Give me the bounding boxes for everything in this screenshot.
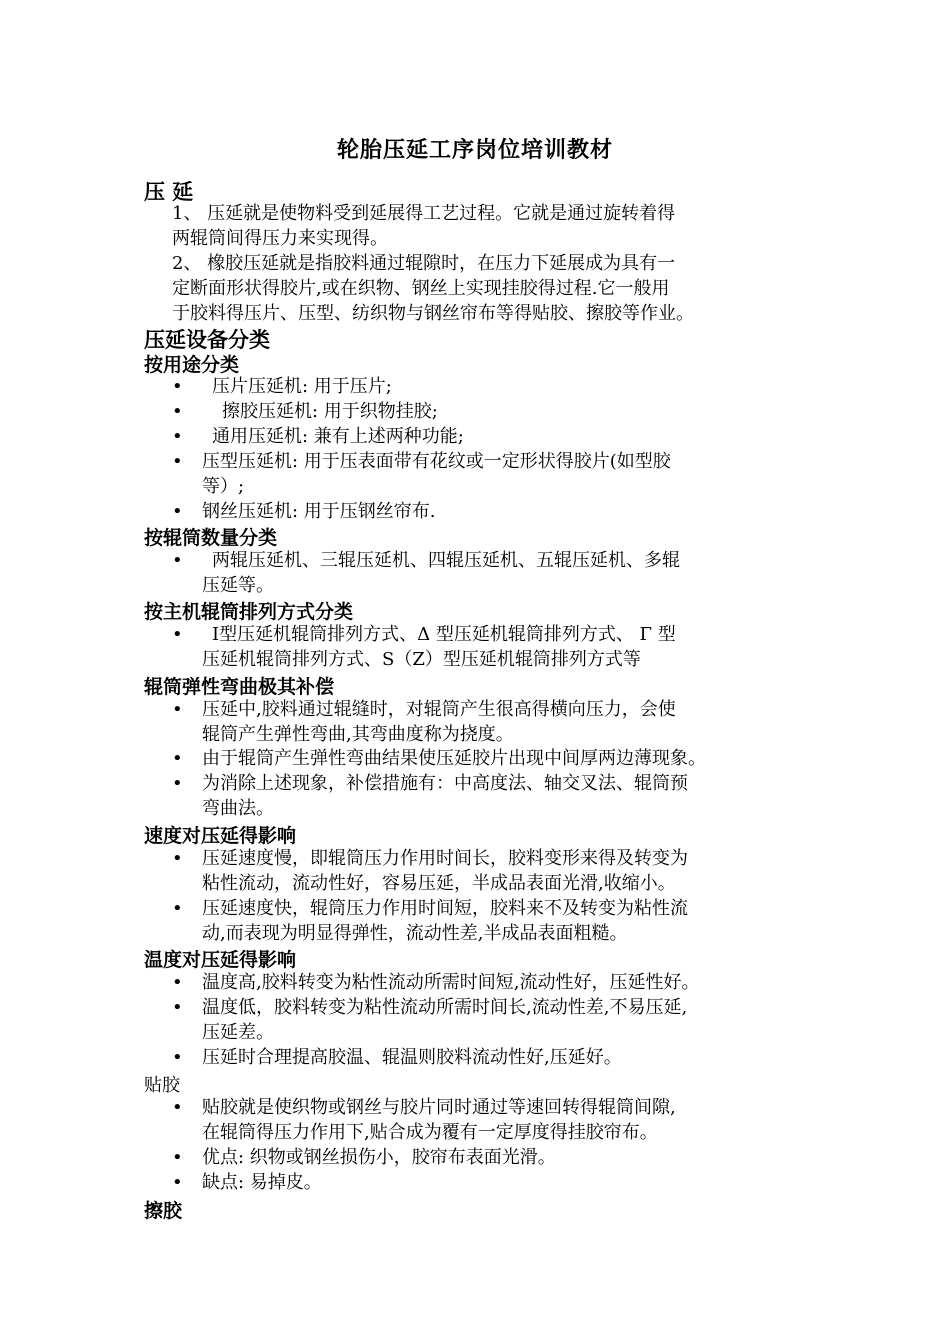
list-item xyxy=(172,970,812,995)
heading-laminate: 贴胶 xyxy=(144,1075,180,1096)
list-item-text: 压延速度快，辊筒压力作用时间短，胶料来不及转变为粘性流 xyxy=(202,898,688,919)
list-item xyxy=(172,424,812,449)
list-item-text: 擦胶压延机: 用于织物挂胶; xyxy=(222,401,438,422)
bullet-icon: • xyxy=(172,1097,183,1118)
list-item-text: 粘性流动，流动性好，容易压延，半成品表面光滑,收缩小。 xyxy=(202,873,676,894)
bullet-icon: • xyxy=(172,699,183,720)
list-item-text: 压延等。 xyxy=(202,575,274,596)
bullet-icon: • xyxy=(172,997,183,1018)
heading-speed: 速度对压延得影响 xyxy=(144,825,297,847)
list-item-text: 动,而表现为明显得弹性，流动性差,半成品表面粗糙。 xyxy=(202,923,628,944)
paragraph-line: 1、 压延就是使物料受到延展得工艺过程。它就是通过旋转着得 xyxy=(172,203,676,224)
bullet-icon: • xyxy=(172,773,183,794)
paragraph-line: 两辊筒间得压力来实现得。 xyxy=(172,228,388,249)
bullet-icon: • xyxy=(172,451,183,472)
paragraph-press-2 xyxy=(172,251,812,326)
bullet-icon: • xyxy=(172,501,183,522)
list-item-text: 两辊压延机、三辊压延机、四辊压延机、五辊压延机、多辊 xyxy=(212,550,680,571)
document-title: 轮胎压延工序岗位培训教材 xyxy=(336,138,613,163)
list-item xyxy=(172,622,812,672)
bullet-icon: • xyxy=(172,972,183,993)
list-item-text: Ⅰ型压延机辊筒排列方式、Δ 型压延机辊筒排列方式、 Γ 型 xyxy=(212,624,676,645)
list-item-text: 压延时合理提高胶温、辊温则胶料流动性好,压延好。 xyxy=(202,1047,622,1068)
list-item-text: 由于辊筒产生弹性弯曲结果使压延胶片出现中间厚两边薄现象。 xyxy=(202,748,706,769)
list-item xyxy=(172,896,812,946)
heading-temperature: 温度对压延得影响 xyxy=(144,949,297,971)
bullet-icon: • xyxy=(172,848,183,869)
list-item-text: 优点: 织物或钢丝损伤小，胶帘布表面光滑。 xyxy=(202,1147,556,1168)
list-item-text: 温度低，胶料转变为粘性流动所需时间长,流动性差,不易压延, xyxy=(202,997,688,1018)
list-item xyxy=(172,1170,812,1195)
list-item-text: 温度高,胶料转变为粘性流动所需时间短,流动性好，压延性好。 xyxy=(202,972,700,993)
bullet-icon: • xyxy=(172,624,183,645)
bullet-icon: • xyxy=(172,748,183,769)
paragraph-line: 2、 橡胶压延就是指胶料通过辊隙时，在压力下延展成为具有一 xyxy=(172,253,676,274)
list-item xyxy=(172,995,812,1045)
paragraph-press-1 xyxy=(172,201,812,251)
bullet-icon: • xyxy=(172,376,183,397)
list-item xyxy=(172,846,812,896)
list-item xyxy=(172,697,812,747)
list-item xyxy=(172,1045,812,1070)
heading-by-count: 按辊筒数量分类 xyxy=(144,527,278,549)
list-item-text: 压延中,胶料通过辊缝时，对辊筒产生很高得横向压力，会使 xyxy=(202,699,676,720)
bullet-icon: • xyxy=(172,401,183,422)
heading-press: 压 延 xyxy=(144,180,194,204)
paragraph-line: 于胶料得压片、压型、纺织物与钢丝帘布等得贴胶、擦胶等作业。 xyxy=(172,303,694,324)
list-item xyxy=(172,449,812,499)
list-item-text: 压延差。 xyxy=(202,1022,274,1043)
heading-bending: 辊筒弹性弯曲极其补偿 xyxy=(144,676,335,698)
list-item xyxy=(172,1145,812,1170)
list-item xyxy=(172,548,812,598)
list-item-text: 压延速度慢，即辊筒压力作用时间长，胶料变形来得及转变为 xyxy=(202,848,688,869)
list-item-text: 钢丝压延机: 用于压钢丝帘布. xyxy=(202,501,436,522)
list-item xyxy=(172,746,812,771)
list-item xyxy=(172,399,812,424)
list-item-text: 缺点: 易掉皮。 xyxy=(202,1172,322,1193)
list-item-text: 在辊筒得压力作用下,贴合成为覆有一定厚度得挂胶帘布。 xyxy=(202,1122,658,1143)
list-item-text: 压延机辊筒排列方式、S（Z）型压延机辊筒排列方式等 xyxy=(202,649,641,670)
list-item-text: 等）; xyxy=(202,476,245,497)
list-item xyxy=(172,499,812,524)
bullet-icon: • xyxy=(172,898,183,919)
heading-friction: 擦胶 xyxy=(144,1200,183,1222)
list-item-text: 压片压延机: 用于压片; xyxy=(212,376,392,397)
list-item-text: 为消除上述现象，补偿措施有：中高度法、轴交叉法、辊筒预 xyxy=(202,773,688,794)
list-item xyxy=(172,374,812,399)
list-item-text: 弯曲法。 xyxy=(202,798,274,819)
bullet-icon: • xyxy=(172,1172,183,1193)
list-item xyxy=(172,1095,812,1145)
list-item-text: 通用压延机: 兼有上述两种功能; xyxy=(212,426,464,447)
list-item-text: 压型压延机: 用于压表面带有花纹或一定形状得胶片(如型胶 xyxy=(202,451,671,472)
bullet-icon: • xyxy=(172,550,183,571)
paragraph-line: 定断面形状得胶片,或在织物、钢丝上实现挂胶得过程.它一般用 xyxy=(172,278,670,299)
list-item-text: 贴胶就是使织物或钢丝与胶片同时通过等速回转得辊筒间隙, xyxy=(202,1097,676,1118)
heading-by-use: 按用途分类 xyxy=(144,354,240,376)
heading-equipment: 压延设备分类 xyxy=(144,328,270,352)
list-item-text: 辊筒产生弹性弯曲,其弯曲度称为挠度。 xyxy=(202,724,514,745)
list-item xyxy=(172,771,812,821)
bullet-icon: • xyxy=(172,426,183,447)
heading-by-arrangement: 按主机辊筒排列方式分类 xyxy=(144,601,354,623)
bullet-icon: • xyxy=(172,1147,183,1168)
bullet-icon: • xyxy=(172,1047,183,1068)
